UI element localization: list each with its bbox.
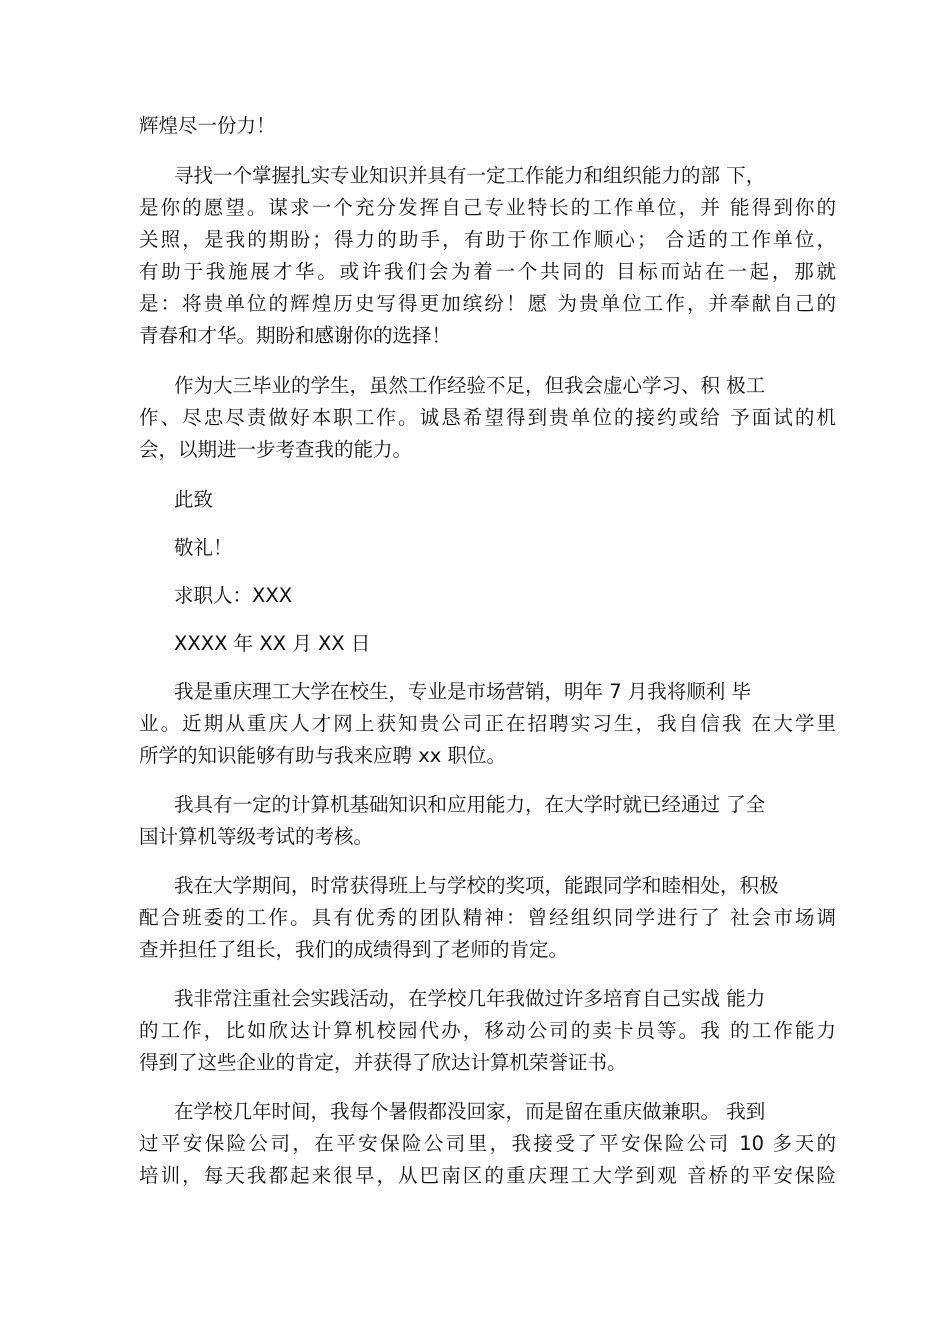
signature-text: 求职人：XXX [174, 584, 293, 607]
paragraph-line: 关照，是我的期盼；得力的助手，有助于你工作顺心； 合适的工作单位， [139, 228, 836, 251]
paragraph-line: 是你的愿望。谋求一个充分发挥自己专业特长的工作单位，并 能得到你的 [139, 196, 836, 219]
paragraph-line: 在学校几年时间，我每个暑假都没回家，而是留在重庆做兼职。 我到 [174, 1100, 766, 1123]
paragraph-line: 是：将贵单位的辉煌历史写得更加缤纷！愿 为贵单位工作，并奉献自己的 [139, 292, 836, 315]
paragraph-line: 作、尽忠尽责做好本职工作。诚恳希望得到贵单位的接约或给 予面试的机 [139, 406, 836, 429]
paragraph-line: 配合班委的工作。具有优秀的团队精神：曾经组织同学进行了 社会市场调 [139, 906, 836, 929]
text-line: 辉煌尽一份力！ [139, 114, 276, 137]
paragraph-line: 作为大三毕业的学生，虽然工作经验不足，但我会虚心学习、积 极工 [174, 374, 766, 397]
paragraph-line: 业。近期从重庆人才网上获知贵公司正在招聘实习生，我自信我 在大学里 [139, 712, 836, 735]
paragraph-line: 所学的知识能够有助与我来应聘 xx 职位。 [139, 744, 506, 767]
paragraph-line: 得到了这些企业的肯定，并获得了欣达计算机荣誉证书。 [139, 1051, 627, 1074]
paragraph-line: 过平安保险公司，在平安保险公司里，我接受了平安保险公司 10 多天的 [139, 1132, 836, 1155]
salutation-text: 敬礼！ [174, 536, 233, 559]
paragraph-line: 查并担任了组长，我们的成绩得到了老师的肯定。 [139, 938, 569, 961]
paragraph-line: 会，以期进一步考查我的能力。 [139, 438, 413, 461]
date-text: XXXX 年 XX 月 XX 日 [174, 632, 371, 655]
paragraph-line: 寻找一个掌握扎实专业知识并具有一定工作能力和组织能力的部 下， [174, 164, 766, 187]
closing-text: 此致 [174, 488, 214, 511]
paragraph-line: 培训，每天我都起来很早，从巴南区的重庆理工大学到观 音桥的平安保险 [139, 1164, 836, 1187]
paragraph-line: 青春和才华。期盼和感谢你的选择！ [139, 324, 452, 347]
paragraph-line: 我具有一定的计算机基础知识和应用能力，在大学时就已经通过 了全 [174, 793, 766, 816]
paragraph-line: 我是重庆理工大学在校生，专业是市场营销，明年 7 月我将顺利 毕 [174, 680, 752, 703]
paragraph-line: 我非常注重社会实践活动，在学校几年我做过许多培育自己实战 能力 [174, 987, 766, 1010]
paragraph-line: 有助于我施展才华。或许我们会为着一个共同的 目标而站在一起，那就 [139, 260, 836, 283]
paragraph-line: 我在大学期间，时常获得班上与学校的奖项，能跟同学和睦相处，积极 [174, 874, 779, 897]
paragraph-line: 的工作，比如欣达计算机校园代办，移动公司的卖卡员等。我 的工作能力 [139, 1019, 836, 1042]
paragraph-line: 国计算机等级考试的考核。 [139, 825, 374, 848]
